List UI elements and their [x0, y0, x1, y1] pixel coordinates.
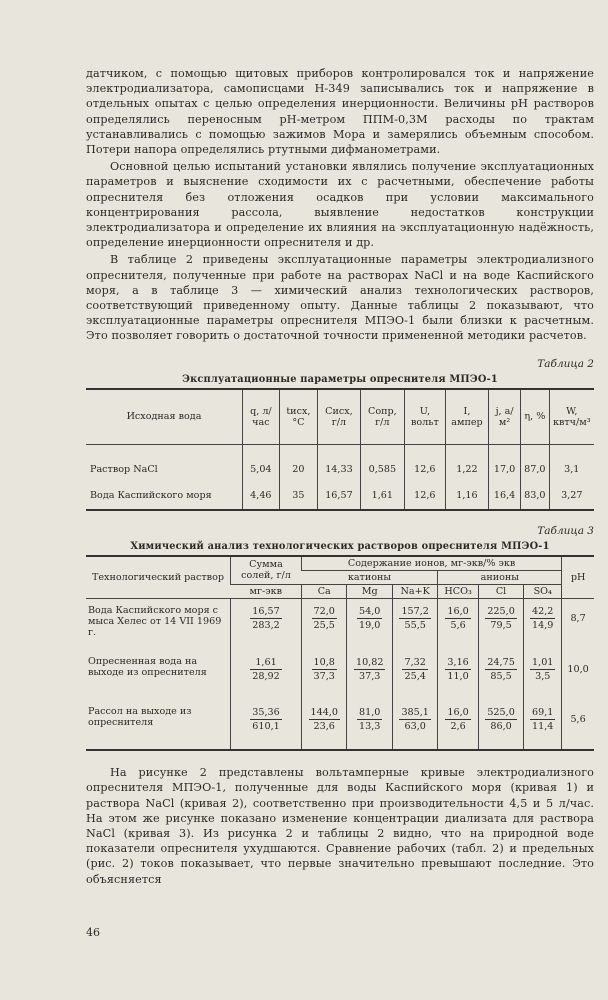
- t3-h-ion: SO₄: [524, 584, 562, 598]
- t3-h-anions: анионы: [438, 570, 562, 584]
- table2-title: Эксплуатационные параметры опреснителя МПЭО-1: [182, 373, 498, 385]
- t3-h-ion: Na+K: [392, 584, 437, 598]
- table-row: Рассол на выходе из опреснителя $\frac{35,36}{610,1}$ $\frac{144,0}{23,6}$ $\frac{81,0}{13,3}$ $\frac{385,1}{63,0}$ $\frac{16,0}{2,6}$ $\frac{525,0}{86,0}$ $\frac{69,1}{11,4}$ 5,6: [86, 700, 594, 750]
- t2-h1: q, л/час: [243, 389, 280, 445]
- t2-h2: tисх, °C: [279, 389, 317, 445]
- paragraph-3: В таблице 2 приведены эксплуатационные параметры электродиализного опреснителя, полученные при работе на растворах NaCl и на воде Каспийского моря, а в таблице 3 — химический анализ технологических растворов, соответствующий приведенному опыту. Данные таблицы 2 показывают, что эксплуатационные параметры опреснителя МПЭО-1 были близки к расчетным. Это позволяет говорить о достаточной точности примененной методики расчетов.: [86, 253, 594, 343]
- paragraph-4: На рисунке 2 представлены вольтамперные кривые электродиализного опреснителя МПЭО-1, полученные для воды Каспийского моря (кривая 1) и раствора NaCl (кривая 2), соответственно при производительности 4,5 и 5 л/час. На этом же рисунке показано изменение концентрации диализата для раствора NaCl (кривая 3). Из рисунка 2 и таблицы 2 видно, что на природной воде показатели опреснителя ухудшаются. Сравнение рабочих (табл. 2) и предельных (рис. 2) токов показывает, что первые значительно превышают последние. Это объясняется: [86, 766, 594, 886]
- table-row: Раствор NaCl 5,04 20 14,33 0,585 12,6 1,22 17,0 87,0 3,1: [86, 457, 594, 483]
- t3-h-ion: Ca: [302, 584, 347, 598]
- table2: [86, 388, 594, 511]
- table-row: Вода Каспийского моря 4,46 35 16,57 1,61 12,6 1,16 16,4 83,0 3,27: [86, 483, 594, 510]
- t3-h-sum-unit: мг-экв: [231, 584, 302, 598]
- t2-h6: I, ампер: [445, 389, 488, 445]
- t3-h-cations: катионы: [302, 570, 438, 584]
- t3-h-content: Содержание ионов, мг-экв/% экв: [302, 556, 562, 571]
- t3-h-ph: pH: [562, 556, 594, 599]
- t3-h-ion: Cl: [478, 584, 523, 598]
- page-number: 46: [86, 926, 100, 939]
- table2-caption: Таблица 2: [537, 357, 594, 370]
- table3: [86, 555, 594, 752]
- table-row: Опресненная вода на выходе из опреснителя $\frac{1,61}{28,92}$ $\frac{10,8}{37,3}$ $\frac{10,82}{37,3}$ $\frac{7,32}{25,4}$ $\frac{3,16}{11,0}$ $\frac{24,75}{85,5}$ $\frac{1,01}{3,5}$ 10,0: [86, 650, 594, 700]
- t2-h5: U, вольт: [404, 389, 445, 445]
- table-row: Вода Каспийского моря с мыса Хелес от 14 VII 1969 г. $\frac{16,57}{283,2}$ $\frac{72,0}{25,5}$ $\frac{54,0}{19,0}$ $\frac{157,2}{55,5}$ $\frac{16,0}{5,6}$ $\frac{225,0}{79,5}$ $\frac{42,2}{14,9}$ 8,7: [86, 598, 594, 650]
- t2-h8: η, %: [521, 389, 549, 445]
- table3-caption: Таблица 3: [537, 524, 594, 537]
- paragraph-2: Основной целью испытаний установки являлись получение эксплуатационных параметров и выяснение сходимости их с расчетными, обеспечение работы опреснителя без отложения осадков при условии максимального концентрирования рассола, выявление недостатков конструкции электродиализатора и определение их влияния на эксплуатационную надёжность, определение инерционности опреснителя и др.: [86, 160, 594, 250]
- t3-h-ion: Mg: [347, 584, 392, 598]
- t2-h7: j, а/м²: [489, 389, 521, 445]
- t2-h0: Исходная вода: [86, 389, 243, 445]
- t3-h-process: Технологический раствор: [86, 556, 231, 599]
- t2-h9: W, квтч/м³: [549, 389, 594, 445]
- t2-h3: Cисх, г/л: [318, 389, 361, 445]
- t2-h4: Cопр, г/л: [360, 389, 404, 445]
- table2-header-row: [86, 389, 594, 445]
- paragraph-1: датчиком, с помощью щитовых приборов контролировался ток и напряжение электродиализатора, самописцами Н-349 записывались ток и напряжение в отдельных опытах с целью определения инерционности. Величины pH растворов определялись переносным pH-метром ППМ-0,3М расходы по трактам устанавливались с помощью зажимов Мора и замерялись объемным способом. Потери напора определялись ртутными дифманометрами.: [86, 67, 594, 157]
- t3-h-ion: HCO₃: [438, 584, 478, 598]
- t3-h-sum: Сумма солей, г/л: [231, 556, 302, 585]
- table3-title: Химический анализ технологических растворов опреснителя МПЭО-1: [130, 540, 550, 552]
